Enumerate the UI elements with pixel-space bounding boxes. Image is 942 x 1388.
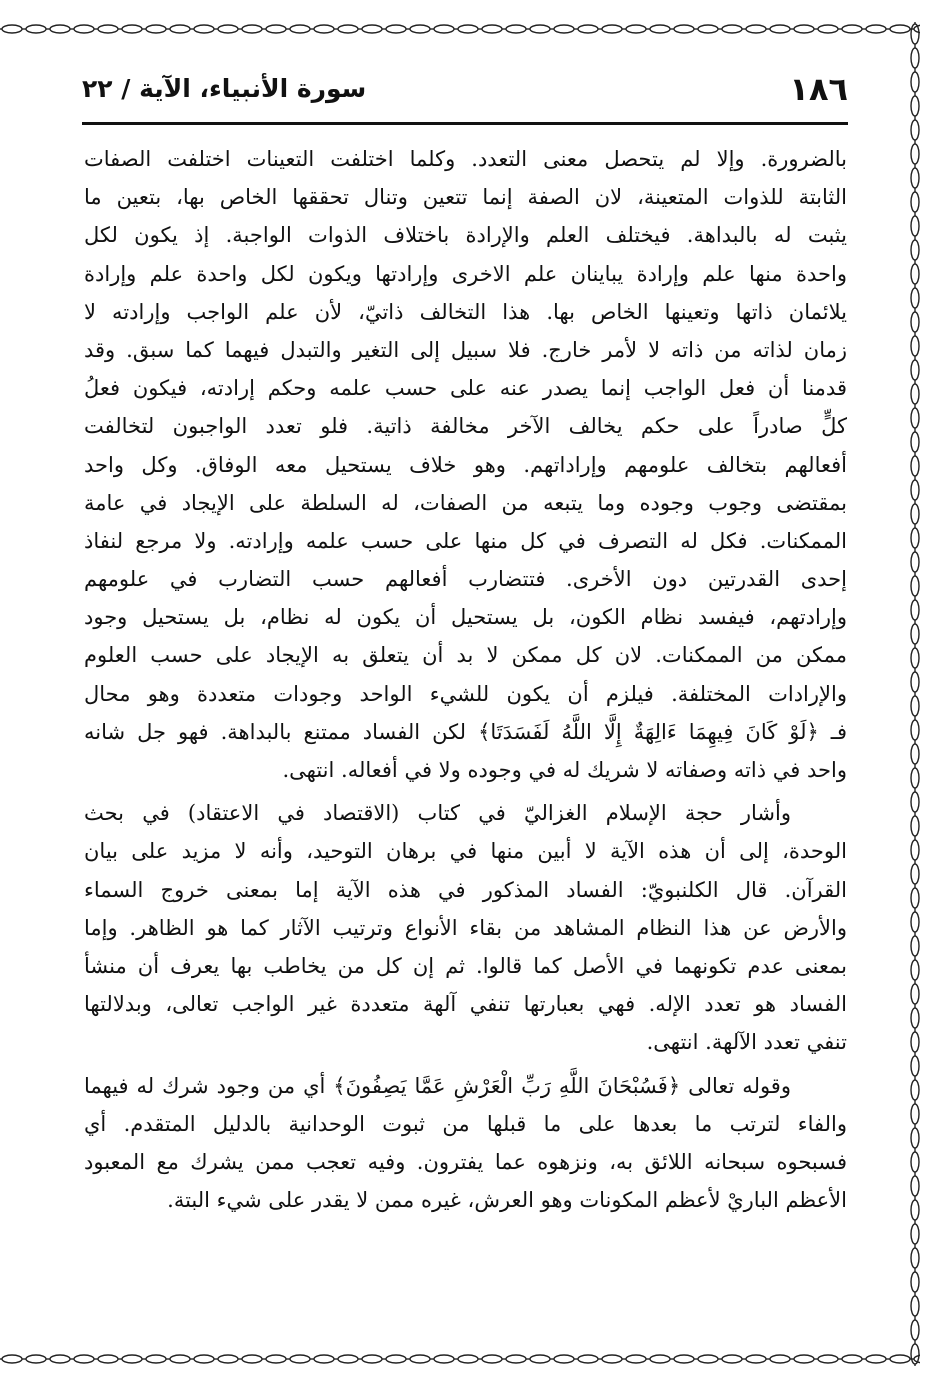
text-line: وإرادتهم، فيفسد نظام الكون، بل يستحيل أن يكون له نظام، بل يستحيل وجود [84, 605, 847, 630]
decorative-chain-border-right [908, 22, 922, 1366]
text-line: ممكن من الممكنات. لان كل ممكن لا بد أن يتعلق به الإيجاد على حسب العلوم [84, 643, 847, 668]
text-line: أفعالهم بتخالف علومهم وإراداتهم. وهو خلاف يستحيل معه الوفاق. وكل واحد [84, 452, 847, 477]
text-line: فسبحوه سبحانه اللائق به، ونزهوه عما يفترون. وفيه تعجب ممن يشرك مع المعبود [84, 1149, 847, 1174]
text-line: يثبت له بالبداهة. فيختلف العلم والإرادة باختلاف الذوات الواجبة. إذ يكون لكل [84, 223, 847, 248]
text-line: والأرض عن هذا النظام المشاهد من بقاء الأنواع وترتيب الآثار كما هو الظاهر. وإما [84, 915, 847, 940]
text-line: والإرادات المختلفة. فيلزم أن يكون للشيء الواحد وجودات متعددة وهو محال [84, 681, 847, 706]
text-line: الممكنات. فكل له التصرف في كل منها على حسب علمه وإرادته. ولا مرجع لنفاذ [84, 528, 847, 553]
text-line: تنفي تعدد الآلهة. انتهى. [646, 1030, 847, 1055]
header-rule [82, 122, 848, 125]
paragraph-1 [84, 140, 847, 789]
quran-verse-line: وقوله تعالى ﴿فَسُبْحَانَ اللَّهِ رَبِّ الْعَرْشِ عَمَّا يَصِفُونَ﴾ أي من وجود شرك له فيهما [84, 1073, 791, 1098]
text-line: والفاء لترتب ما بعدها على ما قبلها من ثبوت الوحدانية بالدليل المتقدم. أي [84, 1111, 847, 1136]
text-line: واحد في ذاته وصفاته لا شريك له في وجوده ولا في أفعاله. انتهى. [282, 758, 847, 782]
text-line: كلٍّ صادراً على حكم يخالف الآخر مخالفة ذاتية. فلو تعدد الواجبون لتخالفت [84, 414, 847, 439]
decorative-chain-border-top [0, 22, 920, 36]
page-number: ١٨٦ [789, 70, 848, 108]
text-line: الثابتة للذوات المتعينة، لان الصفة إنما تتعين وتنال تحققها الخاص بها، بتعين ما [84, 185, 847, 210]
text-line: قدمنا أن فعل الواجب إنما يصدر عنه على حسب علمه وحكم إرادته، فيكون فعلُ [84, 376, 847, 401]
text-line: الأعظم الباريْ لأعظم المكونات وهو العرش، غيره ممن لا يقدر على شيء البتة. [167, 1188, 847, 1213]
text-line: القرآن. قال الكلنبويّ: الفساد المذكور في هذه الآية إما بمعنى خروج السماء [84, 877, 847, 902]
text-line: الفساد هو تعدد الإله. فهي بعبارتها تنفي آلهة متعددة غير الواجب تعالى، وبدلالتها [84, 992, 847, 1017]
text-line: بمقتضى وجوب وجوده وما يتبعه من الصفات، له السلطة على الإيجاد في عامة [84, 490, 847, 515]
text-line: وأشار حجة الإسلام الغزاليّ في كتاب (الاقتصاد في الاعتقاد) في بحث [84, 801, 791, 826]
text-line: بالضرورة. وإلا لم يتحصل معنى التعدد. وكلما اختلفت التعينات اختلفت الصفات [84, 147, 847, 171]
page-header [82, 68, 848, 112]
running-title: سورة الأنبياء، الآية / ٢٢ [82, 74, 367, 103]
text-line: إحدى القدرتين دون الأخرى. فتتضارب أفعالهم حسب التضارب في علومهم [84, 567, 847, 592]
text-line: واحدة منها علم وإرادة يباينان علم الاخرى وإرادتها ويكون لكل واحدة علم وإرادة [84, 261, 847, 286]
text-line: الوحدة، إلى أن هذه الآية لا أبين منها في برهان التوحيد، وأنه لا مزيد على بيان [84, 839, 847, 864]
paragraph-3 [84, 1067, 847, 1220]
quran-verse-line: فـ ﴿لَوْ كَانَ فِيهِمَا ءَالِهَةٌ إِلَّا اللَّهُ لَفَسَدَتَا﴾ لكن الفساد ممتنع بالبداهة. فهو جل شانه [84, 719, 847, 744]
text-line: زمان لذاته من ذاته لا لأمر خارج. فلا سبيل إلى التغير والتبدل فيهما كما سبق. وقد [84, 337, 847, 362]
text-line: بمعنى عدم تكونهما في الأصل كما قالوا. ثم إن كل من يخاطب بها يعرف أن منشأ [84, 953, 847, 978]
paragraph-2 [84, 794, 847, 1061]
text-line: يلائمان ذاتها وتعينها الخاص بها. هذا التخالف ذاتيّ، لأن علم الواجب وإرادته لا [84, 299, 847, 324]
body-text [84, 140, 847, 1219]
decorative-chain-border-bottom [0, 1352, 920, 1366]
